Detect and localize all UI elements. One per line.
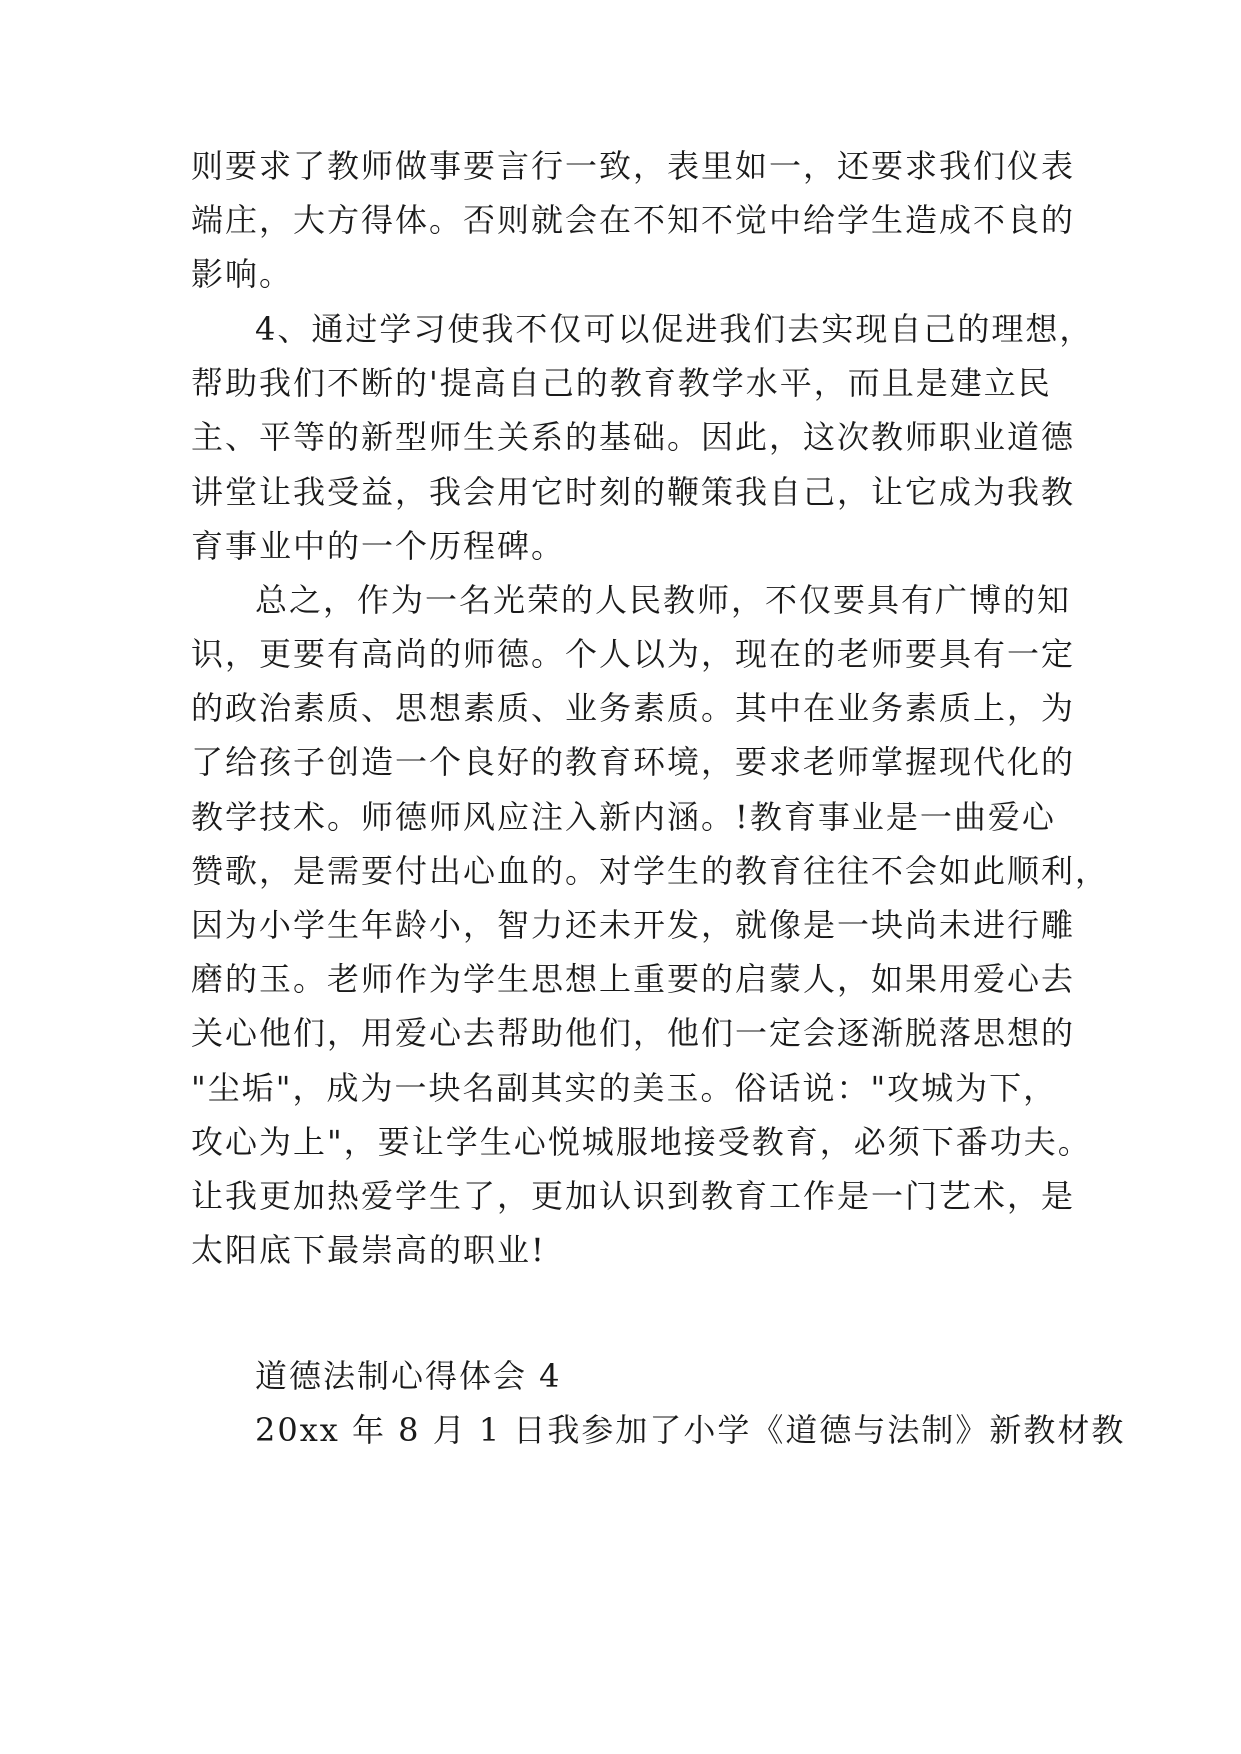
paragraph-2-line-2: 帮助我们不断的'提高自己的教育教学水平，而且是建立民 xyxy=(191,364,1052,402)
paragraph-3-line-3: 的政治素质、思想素质、业务素质。其中在业务素质上，为 xyxy=(191,689,1076,727)
paragraph-3-line-9: 关心他们，用爱心去帮助他们，他们一定会逐渐脱落思想的 xyxy=(191,1014,1076,1052)
paragraph-2-line-4: 讲堂让我受益，我会用它时刻的鞭策我自己，让它成为我教 xyxy=(191,473,1076,511)
paragraph-1-line-2: 端庄，大方得体。否则就会在不知不觉中给学生造成不良的 xyxy=(191,201,1076,239)
paragraph-3-line-1: 总之，作为一名光荣的人民教师，不仅要具有广博的知 xyxy=(255,581,1072,619)
paragraph-1-line-1: 则要求了教师做事要言行一致，表里如一，还要求我们仪表 xyxy=(191,147,1076,185)
paragraph-2-line-5: 育事业中的一个历程碑。 xyxy=(191,527,566,565)
paragraph-3-line-6: 赞歌，是需要付出心血的。对学生的教育往往不会如此顺利， xyxy=(191,852,1110,890)
paragraph-3-line-8: 磨的玉。老师作为学生思想上重要的启蒙人，如果用爱心去 xyxy=(191,960,1076,998)
paragraph-3-line-5: 教学技术。师德师风应注入新内涵。!教育事业是一曲爱心 xyxy=(191,798,1056,836)
paragraph-3-line-10: "尘垢"，成为一块名副其实的美玉。俗话说："攻城为下， xyxy=(191,1069,1058,1107)
paragraph-3-line-13: 太阳底下最崇高的职业! xyxy=(191,1231,546,1269)
paragraph-2-line-1: 4、通过学习使我不仅可以促进我们去实现自己的理想， xyxy=(255,310,1094,348)
section-heading: 道德法制心得体会 4 xyxy=(255,1357,562,1395)
paragraph-3-line-2: 识，更要有高尚的师德。个人以为，现在的老师要具有一定 xyxy=(191,635,1076,673)
paragraph-2-line-3: 主、平等的新型师生关系的基础。因此，这次教师职业道德 xyxy=(191,418,1076,456)
paragraph-4-line-1: 20xx 年 8 月 1 日我参加了小学《道德与法制》新教材教 xyxy=(255,1411,1126,1449)
paragraph-3-line-7: 因为小学生年龄小，智力还未开发，就像是一块尚未进行雕 xyxy=(191,906,1076,944)
paragraph-1-line-3: 影响。 xyxy=(191,255,294,293)
paragraph-3-line-12: 让我更加热爱学生了，更加认识到教育工作是一门艺术，是 xyxy=(191,1177,1076,1215)
paragraph-3-line-4: 了给孩子创造一个良好的教育环境，要求老师掌握现代化的 xyxy=(191,743,1076,781)
paragraph-3-line-11: 攻心为上"，要让学生心悦城服地接受教育，必须下番功夫。 xyxy=(191,1123,1092,1161)
